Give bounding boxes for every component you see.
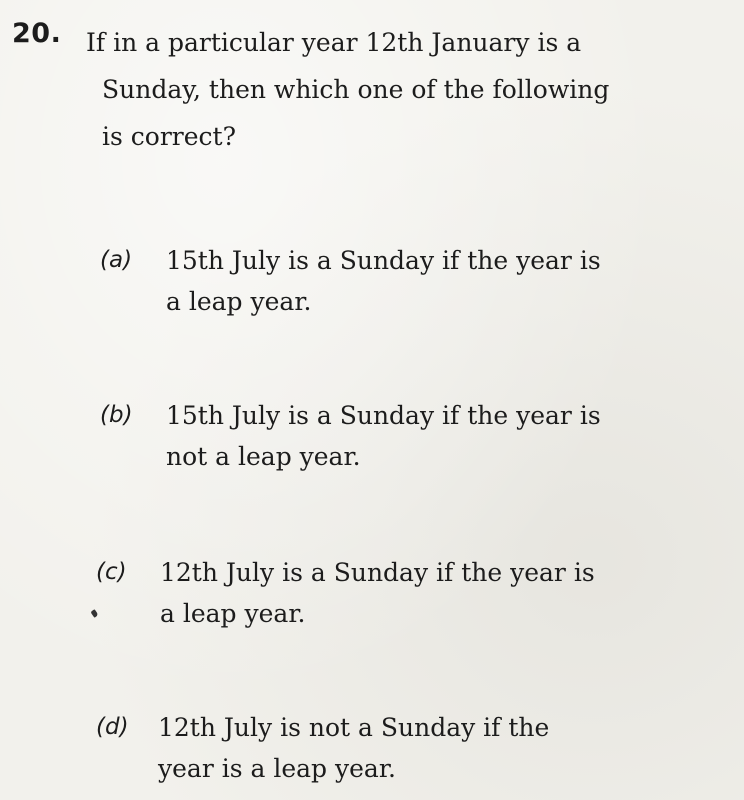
stem-line: is correct? — [102, 122, 236, 151]
option-label: (a) — [100, 247, 133, 273]
question-stem — [86, 19, 706, 160]
option-line: 12th July is a Sunday if the year is — [160, 558, 595, 587]
option-text — [158, 707, 718, 789]
pencil-tick-mark — [90, 609, 98, 618]
option-label: (b) — [100, 402, 133, 428]
option-line: a leap year. — [160, 599, 306, 628]
question-number: 20. — [12, 18, 62, 49]
option-line: 15th July is a Sunday if the year is — [166, 401, 601, 430]
option-label: (c) — [96, 559, 127, 585]
option-text — [166, 240, 726, 322]
option-line: a leap year. — [166, 287, 312, 316]
option-line: not a leap year. — [166, 442, 361, 471]
option-text — [160, 552, 720, 634]
option-line: year is a leap year. — [158, 754, 396, 783]
stem-line: If in a particular year 12th January is a — [86, 28, 582, 57]
option-label: (d) — [96, 714, 129, 740]
option-line: 12th July is not a Sunday if the — [158, 713, 550, 742]
option-text — [166, 395, 726, 477]
option-line: 15th July is a Sunday if the year is — [166, 246, 601, 275]
stem-line: Sunday, then which one of the following — [102, 75, 610, 104]
